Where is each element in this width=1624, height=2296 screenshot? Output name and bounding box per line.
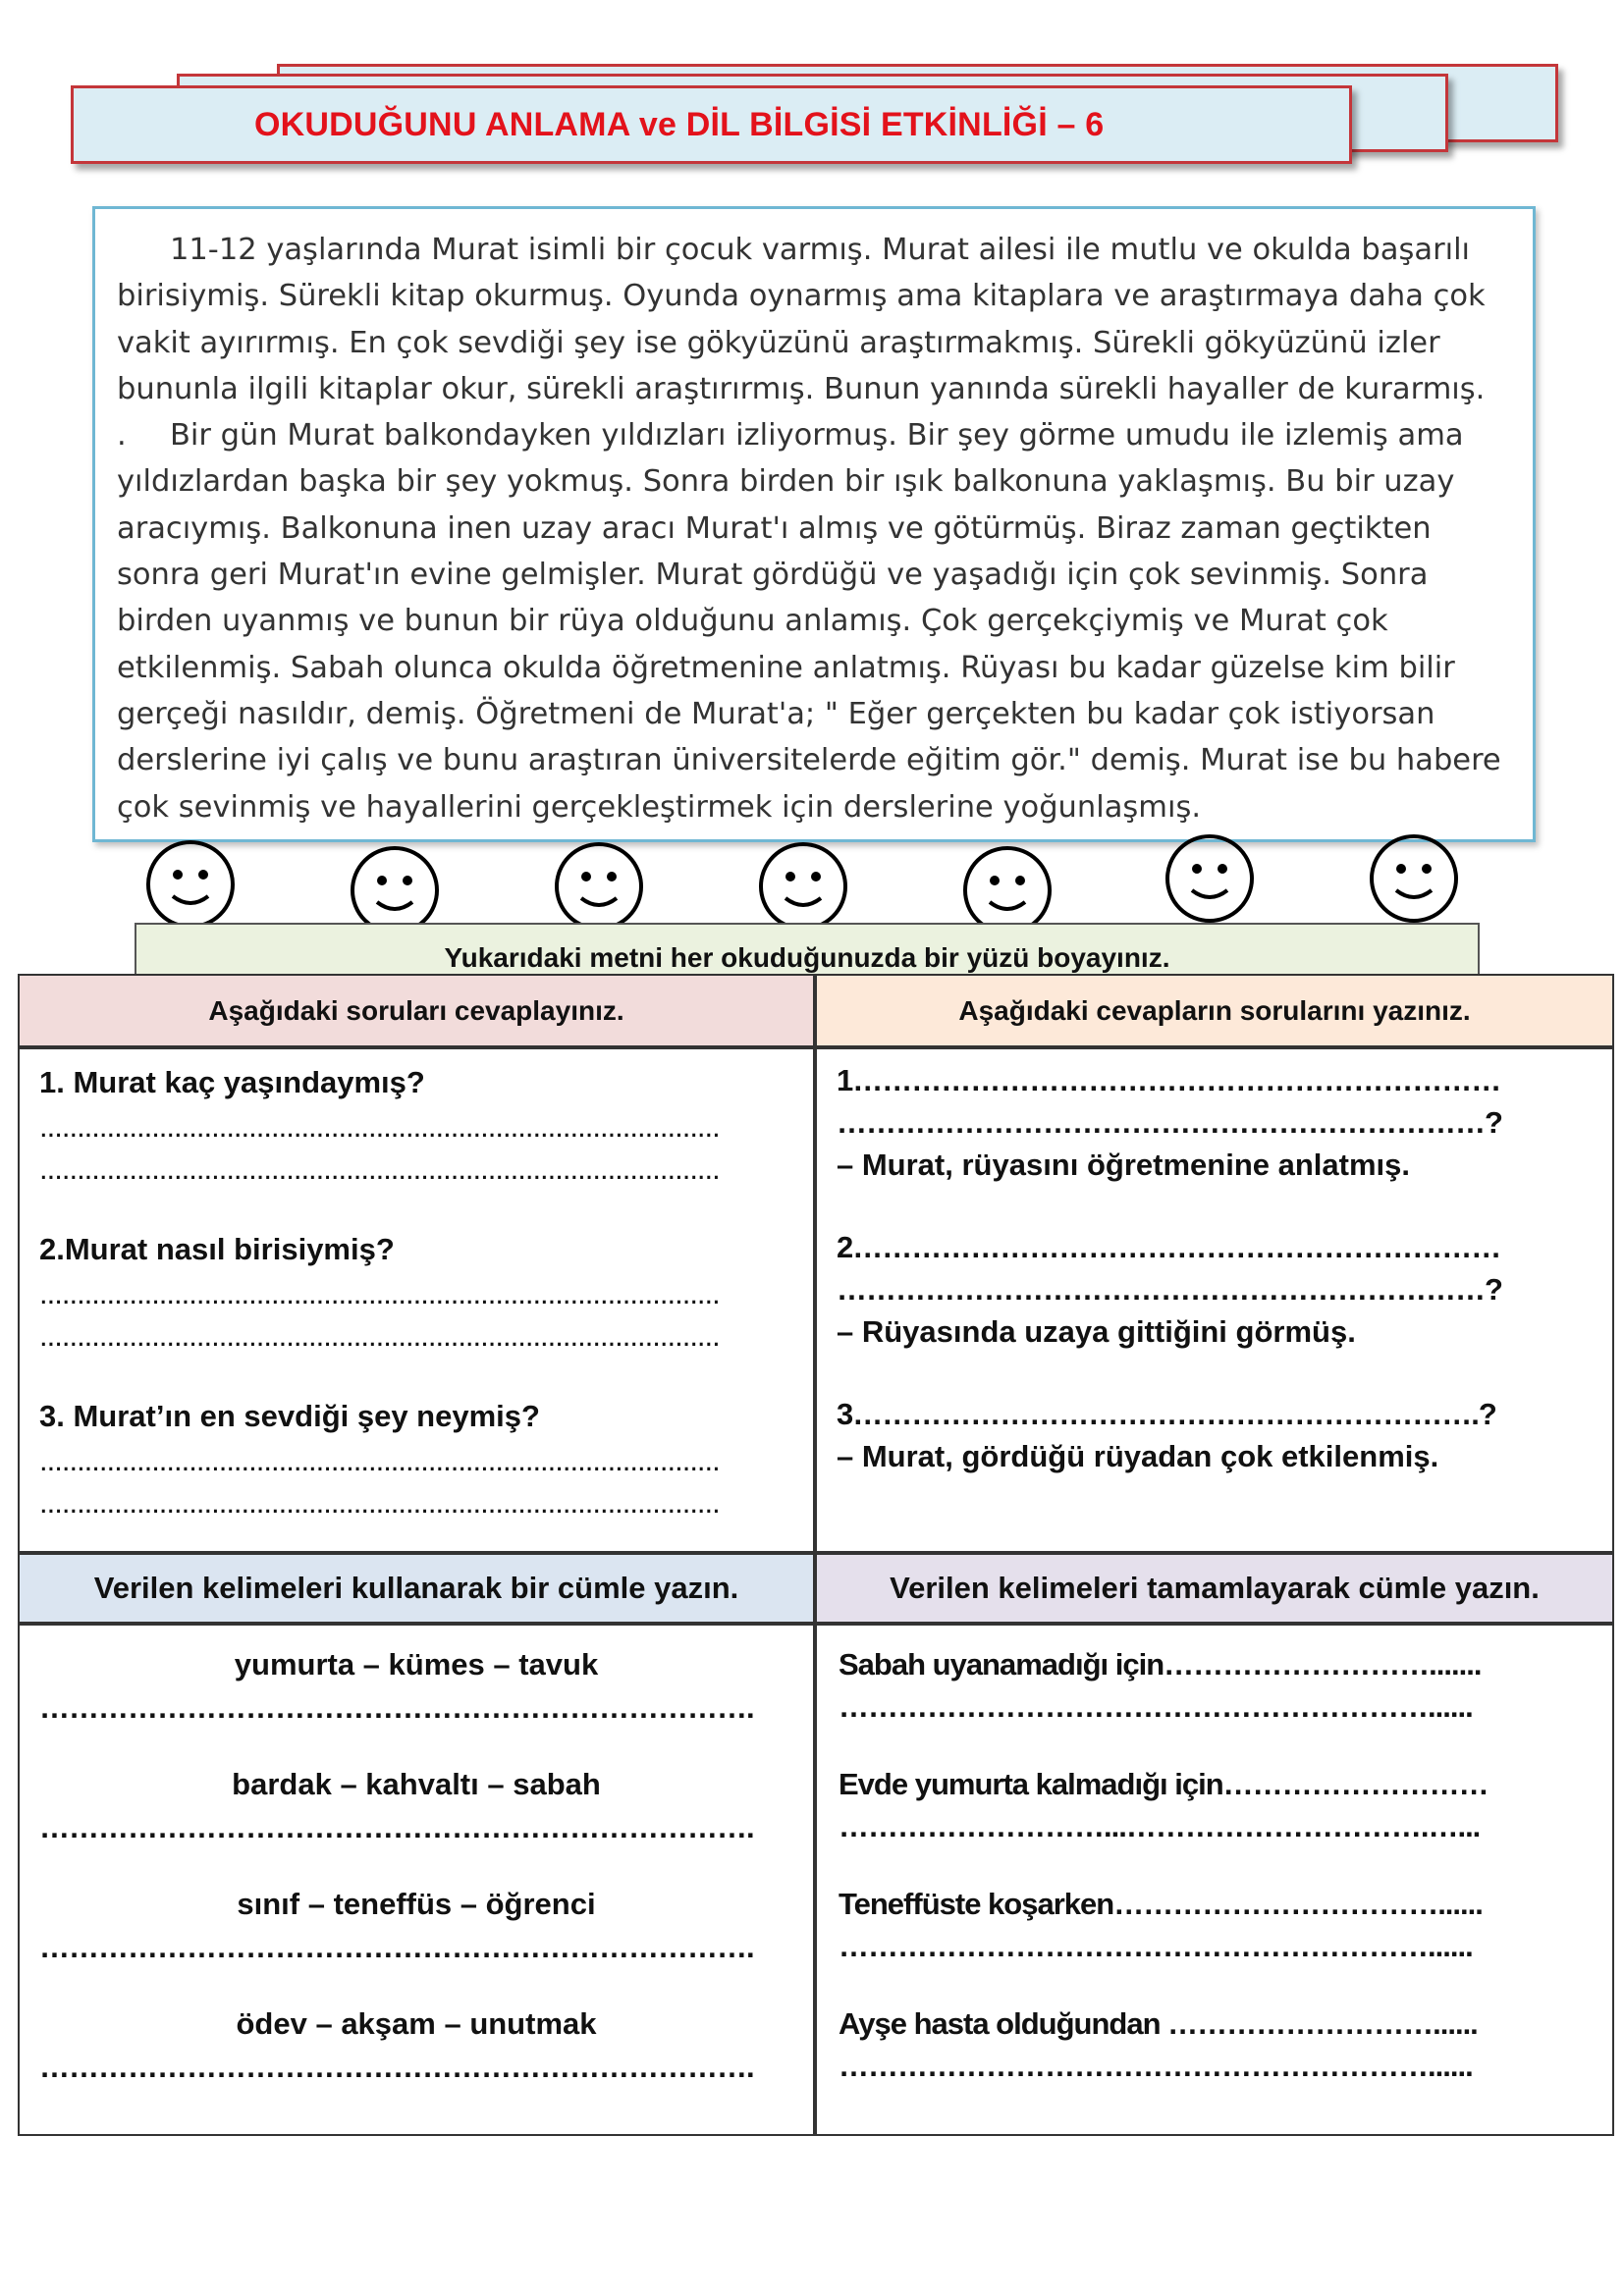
word-set-text: bardak – kahvaltı – sabah	[232, 1767, 601, 1801]
complete-sentence-panel	[815, 1624, 1614, 2136]
sentence-starter	[839, 2002, 1598, 2122]
story-text	[117, 227, 1513, 830]
sentence-words-panel	[18, 1624, 815, 2136]
questions-header	[18, 974, 815, 1047]
sentence-line[interactable]: ……………………………………………………………….	[39, 2050, 754, 2084]
word-set	[39, 1763, 793, 1883]
question-block	[39, 1059, 803, 1226]
word-set	[39, 1643, 793, 1763]
question-text: 1. Murat kaç yaşındaymış?	[39, 1065, 425, 1099]
question-text: 2.Murat nasıl birisiymiş?	[39, 1232, 395, 1266]
questions-panel	[18, 1047, 815, 1553]
sentence-line[interactable]: ……………………………………………………......	[839, 1689, 1473, 1724]
sentence-line[interactable]: ……………………………………………………......	[839, 2049, 1473, 2083]
instruction-bar	[135, 923, 1480, 978]
story-box	[92, 206, 1536, 842]
smiley-face-icon[interactable]	[554, 841, 644, 932]
page-title: OKUDUĞUNU ANLAMA ve DİL BİLGİSİ ETKİNLİĞİ – 6	[254, 105, 1105, 143]
smiley-face-icon[interactable]	[145, 839, 236, 930]
question-line[interactable]: …………………………………………………………?	[837, 1272, 1502, 1307]
sentence-starter	[839, 1763, 1598, 1883]
given-answer: – Murat, rüyasını öğretmenine anlatmış.	[837, 1148, 1410, 1182]
answer-line[interactable]: ...........................................................................................	[39, 1276, 720, 1310]
sentence-start-text[interactable]: Teneffüste koşarken……………………………......	[839, 1887, 1483, 1921]
answer-block	[837, 1393, 1602, 1521]
sentence-words-header	[18, 1553, 815, 1624]
answer-line[interactable]: ...........................................................................................	[39, 1318, 720, 1353]
word-set-text: sınıf – teneffüs – öğrenci	[237, 1887, 596, 1921]
sentence-line[interactable]: ………………………...………………………….…...	[839, 1809, 1481, 1843]
sentence-words-header-text: Verilen kelimeleri kullanarak bir cümle yazın.	[93, 1571, 739, 1605]
sentence-starter	[839, 1883, 1598, 2002]
complete-sentence-header-text: Verilen kelimeleri tamamlayarak cümle yazın.	[890, 1571, 1540, 1605]
given-answer: – Rüyasında uzaya gittiğini görmüş.	[837, 1314, 1356, 1349]
question-line[interactable]: 1…………………………………………………………	[837, 1063, 1501, 1097]
word-set	[39, 1883, 793, 2002]
sentence-start-text[interactable]: Evde yumurta kalmadığı için………………………	[839, 1767, 1489, 1801]
complete-sentence-header	[815, 1553, 1614, 1624]
questions-header-text: Aşağıdaki soruları cevaplayınız.	[208, 994, 624, 1026]
story-paragraph-2: Bir gün Murat balkondayken yıldızları izliyormuş. Bir şey görme umudu ile izlemiş ama yıldızlardan başka bir şey yokmuş. Sonra birden bir ışık balkonuna yaklaşmış. Bu bir uzay aracıymış. Balkonuna inen uzay aracı Murat'ı almış ve götürmüş. Biraz zaman geçtikten sonra geri Murat'ın evine gelmişler. Murat gördüğü ve yaşadığı için çok sevinmiş. Sonra birden uyanmış ve bunun bir rüya olduğunu anlamış. Çok gerçekçiymiş ve Murat çok etkilenmiş. Sabah olunca okulda öğretmenine anlatmış. Rüyası bu kadar güzelse kim bilir gerçeği nasıldır, demiş. Öğretmeni de Murat'a; " Eğer gerçekten bu kadar çok istiyorsan derslerine iyi çalış ve bunu araştıran üniversitelerde eğitim gör." demiş. Murat ise bu habere çok sevinmiş ve hayallerini gerçekleştirmek için derslerine yoğunlaşmış.	[117, 418, 1501, 825]
word-set-text: yumurta – kümes – tavuk	[234, 1647, 599, 1682]
question-line[interactable]: …………………………………………………………?	[837, 1105, 1502, 1140]
question-line[interactable]: 2…………………………………………………………	[837, 1230, 1501, 1264]
smiley-face-icon[interactable]	[1369, 833, 1459, 924]
sentence-starter	[839, 1643, 1598, 1763]
answer-line[interactable]: ...........................................................................................	[39, 1109, 720, 1144]
question-line[interactable]: 3……………………………………………………….?	[837, 1397, 1496, 1431]
sentence-start-text[interactable]: Sabah uyanamadığı için……………………….......	[839, 1647, 1482, 1682]
word-set	[39, 2002, 793, 2122]
story-paragraph-2-marker: .	[117, 418, 127, 454]
answer-block	[837, 1226, 1602, 1393]
answers-header	[815, 974, 1614, 1047]
question-block	[39, 1393, 803, 1560]
smiley-face-icon[interactable]	[1164, 833, 1255, 924]
word-set-text: ödev – akşam – unutmak	[236, 2006, 597, 2041]
given-answer: – Murat, gördüğü rüyadan çok etkilenmiş.	[837, 1439, 1439, 1473]
instruction-text: Yukarıdaki metni her okuduğunuzda bir yüzü boyayınız.	[444, 942, 1170, 973]
question-text: 3. Murat’ın en sevdiği şey neymiş?	[39, 1399, 540, 1433]
sentence-line[interactable]: ……………………………………………………………….	[39, 1930, 754, 1964]
sentence-line[interactable]: ……………………………………………………………….	[39, 1690, 754, 1725]
sentence-start-text[interactable]: Ayşe hasta olduğundan ………………………......	[839, 2006, 1478, 2041]
smiley-face-icon[interactable]	[758, 841, 848, 932]
question-block	[39, 1226, 803, 1393]
answer-line[interactable]: ...........................................................................................	[39, 1151, 720, 1186]
title-banner	[71, 85, 1352, 164]
answer-block	[837, 1059, 1602, 1226]
answer-line[interactable]: ...........................................................................................	[39, 1485, 720, 1520]
sentence-line[interactable]: ……………………………………………………......	[839, 1929, 1473, 1963]
sentence-line[interactable]: ……………………………………………………………….	[39, 1810, 754, 1844]
story-paragraph-1: 11-12 yaşlarında Murat isimli bir çocuk varmış. Murat ailesi ile mutlu ve okulda başarılı birisiymiş. Sürekli kitap okurmuş. Oyunda oynarmış ama kitaplara ve araştırmaya daha çok vakit ayırırmış. En çok sevdiği şey ise gökyüzünü araştırmakmış. Sürekli gökyüzünü izler bununla ilgili kitaplar okur, sürekli araştırırmış. Bunun yanında sürekli hayaller de kurarmış.	[117, 233, 1486, 406]
answer-line[interactable]: ...........................................................................................	[39, 1443, 720, 1477]
answers-header-text: Aşağıdaki cevapların sorularını yazınız.	[958, 994, 1471, 1026]
answers-panel	[815, 1047, 1614, 1553]
